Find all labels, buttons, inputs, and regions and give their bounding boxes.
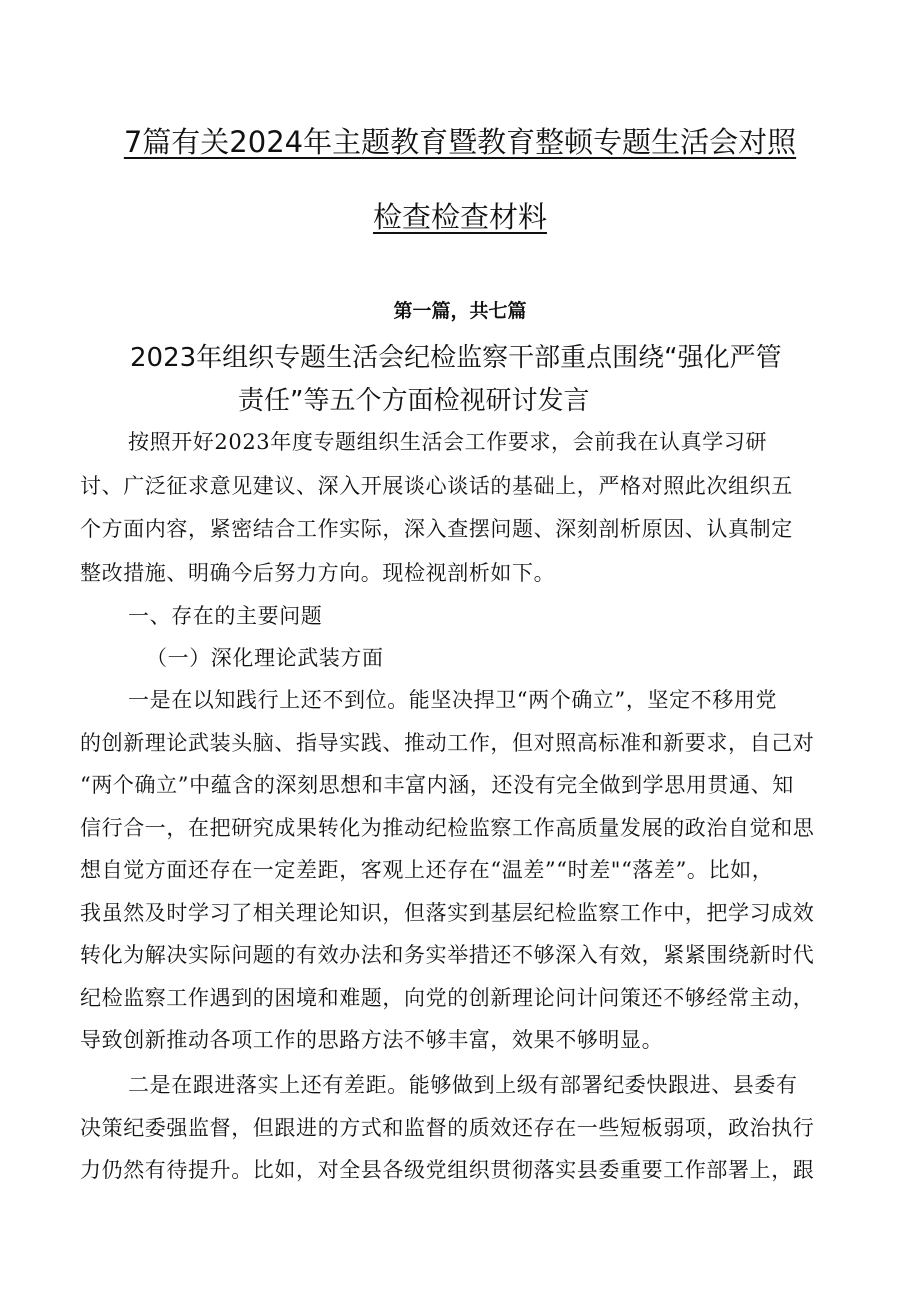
point1-line-2: 的创新理论武装头脑、指导实践、推动工作，但对照高标准和新要求，自己对 (80, 731, 815, 755)
point1-line-1: 一是在以知践行上还不到位。能坚决捍卫“两个确立”，坚定不移用党 (128, 688, 778, 712)
point1-line-6: 我虽然及时学习了相关理论知识，但落实到基层纪检监察工作中，把学习成效 (80, 901, 815, 925)
point1-line-7: 转化为解决实际问题的有效办法和务实举措还不够深入有效，紧紧围绕新时代 (80, 943, 815, 967)
point1-line-8: 纪检监察工作遇到的困境和难题，向党的创新理论问计问策还不够经常主动， (80, 986, 815, 1010)
heading-main-problems: 一、存在的主要问题 (128, 604, 323, 628)
point1-line-5: 想自觉方面还存在一定差距，客观上还存在“温差”“时差"“落差”。比如， (80, 858, 774, 882)
point2-line-1: 二是在跟进落实上还有差距。能够做到上级有部署纪委快跟进、县委有 (128, 1073, 798, 1097)
point1-line-3: “两个确立”中蕴含的深刻思想和丰富内涵，还没有完全做到学思用贯通、知 (80, 773, 794, 797)
document-title-line-1: 7篇有关2024年主题教育暨教育整顿专题生活会对照 (123, 125, 797, 159)
intro-line-1: 按照开好2023年度专题组织生活会工作要求，会前我在认真学习研 (128, 430, 768, 454)
document-title-line-2: 检查检查材料 (372, 200, 547, 234)
intro-line-4: 整改措施、明确今后努力方向。现检视剖析如下。 (80, 561, 556, 585)
point1-line-4: 信行合一，在把研究成果转化为推动纪检监察工作高质量发展的政治自觉和思 (80, 816, 815, 840)
article-title-line-1: 2023年组织专题生活会纪检监察干部重点围绕“强化严管 (130, 343, 782, 373)
subheading-theory: （一）深化理论武装方面 (146, 646, 384, 670)
intro-line-2: 讨、广泛征求意见建议、深入开展谈心谈话的基础上，严格对照此次组织五 (80, 474, 793, 498)
point1-line-9: 导致创新推动各项工作的思路方法不够丰富，效果不够明显。 (80, 1028, 664, 1052)
intro-line-3: 个方面内容，紧密结合工作实际，深入查摆问题、深刻剖析原因、认真制定 (80, 517, 793, 541)
point2-line-3: 力仍然有待提升。比如，对全县各级党组织贯彻落实县委重要工作部署上，跟 (80, 1158, 815, 1182)
point2-line-2: 决策纪委强监督，但跟进的方式和监督的质效还存在一些短板弱项，政治执行 (80, 1116, 815, 1140)
section-label: 第一篇，共七篇 (393, 300, 527, 322)
article-title-line-2: 责任”等五个方面检视研讨发言 (238, 386, 590, 416)
